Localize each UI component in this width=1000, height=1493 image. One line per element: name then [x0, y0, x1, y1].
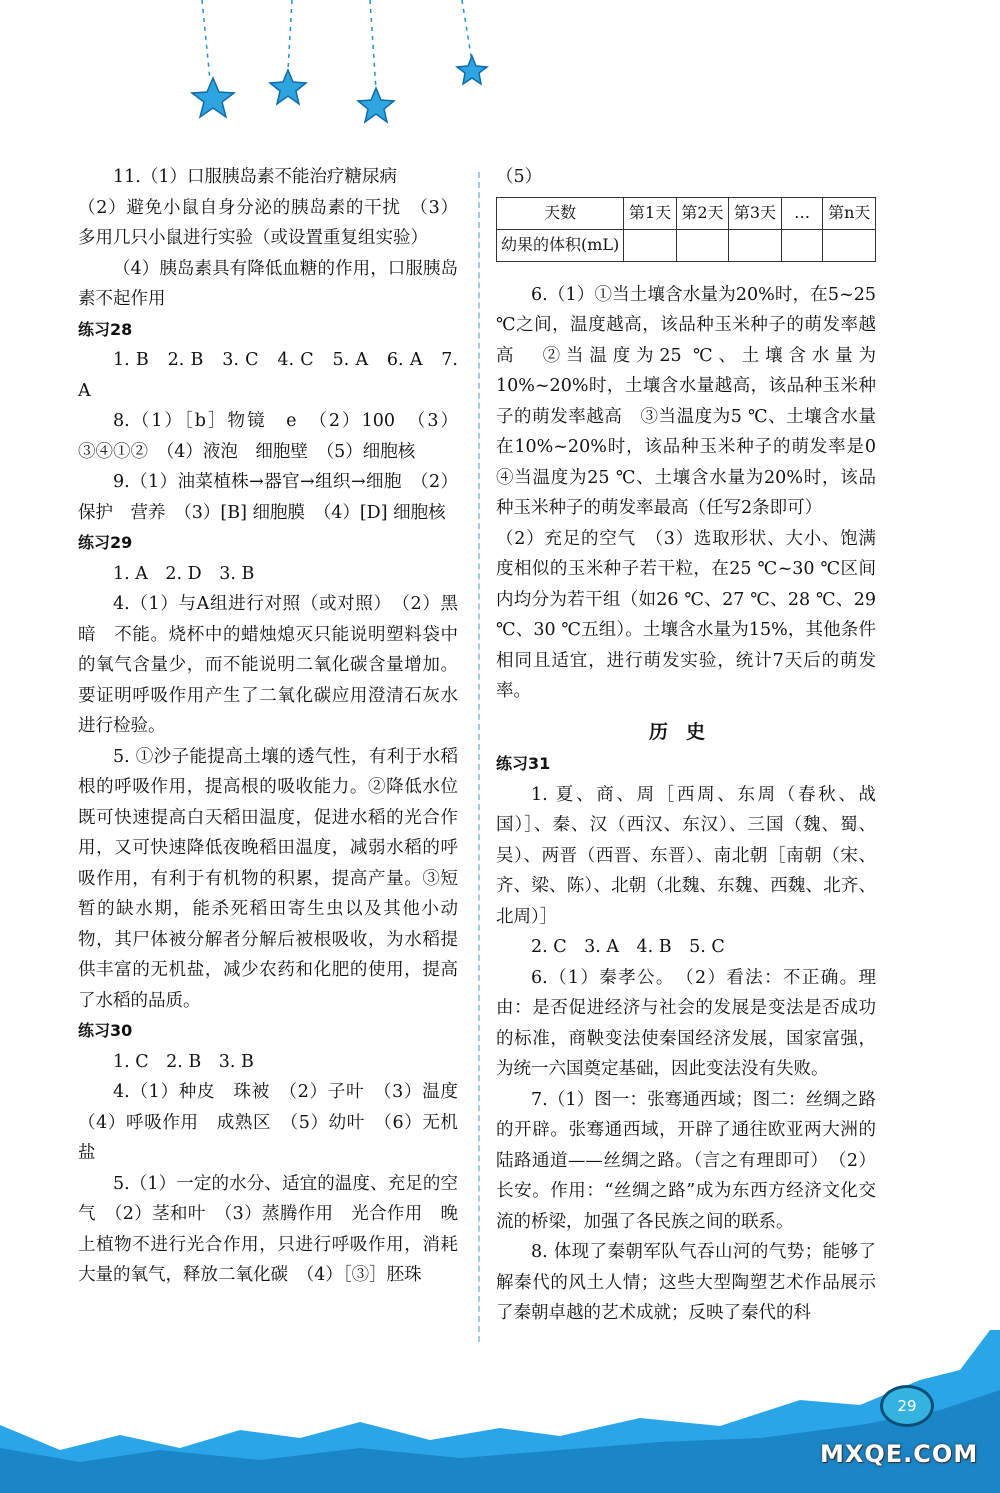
- table-cell: 第n天: [823, 197, 876, 229]
- answer-line: 8. 体现了秦朝军队气吞山河的气势；能够了解秦代的风土人情；这些大型陶塑艺术作品展示了秦朝卓越的艺术成就；反映了秦代的科: [496, 1242, 876, 1323]
- table-cell: 第1天: [624, 197, 676, 229]
- answer-line: 5. ①沙子能提高土壤的透气性，有利于水稻根的呼吸作用，提高根的吸收能力。②降低水位既可快速提高白天稻田温度，促进水稻的光合作用，又可快速降低夜晚稻田温度，减弱水稻的呼吸作用，有利于有机物的积累，提高产量。③短暂的缺水期，能杀死稻田寄生虫以及其他小动物，其尸体被分解者分解后被根吸收，为水稻提供丰富的无机盐，减少农药和化肥的使用，提高了水稻的品质。: [78, 746, 458, 1011]
- answer-line: 2. C 3. A 4. B 5. C: [531, 937, 725, 957]
- star-icon: [192, 78, 234, 117]
- q5-label: （5）: [496, 167, 543, 187]
- table-cell: 天数: [497, 197, 624, 229]
- table-cell: 第3天: [729, 197, 781, 229]
- hanging-stars-decoration: [180, 0, 500, 130]
- q6-part-2: （2）充足的空气 （3）选取形状、大小、饱满度相似的玉米种子若干粒，在25 ℃~30 ℃区间内均分为若干组（如26 ℃、27 ℃、28 ℃、29 ℃、30 ℃五组）。土壤含水量为15%，其他条件相同且适宜，进行萌发实验，统计7天后的萌发率。: [496, 528, 876, 701]
- exercise-30-heading: 练习30: [78, 1021, 133, 1040]
- answer-line: 7.（1）图一：张骞通西域；图二：丝绸之路的开辟。张骞通西域，开辟了通往欧亚两大洲的陆路通道——丝绸之路。（言之有理即可） （2）长安。作用：“丝绸之路”成为东西方经济文化交流的桥梁，加强了各民族之间的联系。: [496, 1089, 876, 1232]
- q11-line-3: （4）胰岛素具有降低血糖的作用，口服胰岛素不起作用: [78, 258, 458, 309]
- exercise-31-heading: 练习31: [496, 754, 551, 773]
- table-cell: [823, 229, 876, 261]
- table-cell: [676, 229, 728, 261]
- table-cell: 幼果的体积(mL): [497, 229, 624, 261]
- data-table: [496, 197, 876, 262]
- answer-line: 8.（1）［b］物镜 e （2）100 （3）③④①② （4）液泡 细胞壁 （5）细胞核: [78, 411, 458, 462]
- exercise-29-heading: 练习29: [78, 533, 133, 552]
- star-icon: [270, 70, 306, 104]
- right-column: [496, 162, 894, 1329]
- page-number: 29: [880, 1385, 934, 1427]
- answer-line: 4.（1）种皮 珠被 （2）子叶 （3）温度 （4）呼吸作用 成熟区 （5）幼叶 （6）无机盐: [78, 1082, 476, 1163]
- q11-line-1: 11.（1）口服胰岛素不能治疗糖尿病: [113, 167, 397, 187]
- table-cell: 第2天: [676, 197, 728, 229]
- answer-line: 1. B 2. B 3. C 4. C 5. A 6. A 7. A: [78, 350, 458, 401]
- answer-line: 1. C 2. B 3. B: [113, 1051, 254, 1072]
- table-cell: [781, 229, 823, 261]
- q11-line-2: （2）避免小鼠自身分泌的胰岛素的干扰 （3）多用几只小鼠进行实验（或设置重复组实验）: [78, 197, 458, 248]
- subject-title: 历史: [648, 720, 723, 743]
- exercise-28-heading: 练习28: [78, 319, 133, 339]
- bottom-wave-decoration: [0, 1330, 1000, 1493]
- answer-line: 1. A 2. D 3. B: [113, 563, 255, 584]
- left-column: [78, 162, 476, 1291]
- answer-line: 5.（1）一定的水分、适宜的温度、充足的空气 （2）茎和叶 （3）蒸腾作用 光合作用 晚上植物不进行光合作用，只进行呼吸作用，消耗大量的氧气，释放二氧化碳 （4）［③］胚珠: [78, 1173, 458, 1285]
- table-cell: …: [781, 197, 823, 229]
- star-icon: [457, 56, 487, 84]
- q6-part-1: 6.（1）①当土壤含水量为20%时，在5~25 ℃之间，温度越高，该品种玉米种子的萌发率越高 ②当温度为25 ℃、土壤含水量为10%~20%时，土壤含水量越高，该品种玉米种子的萌发率越高 ③当温度为5 ℃、土壤含水量在10%~20%时，该品种玉米种子的萌发率是0 ④当温度为25 ℃、土壤含水量为20%时，该品种玉米种子的萌发率最高（任写2条即可）: [496, 284, 894, 518]
- answer-line: 4.（1）与A组进行对照（或对照） （2）黑暗 不能。烧杯中的蜡烛熄灭只能说明塑料袋中的氧气含量少，而不能说明二氧化碳含量增加。要证明呼吸作用产生了二氧化碳应用澄清石灰水进行检验。: [78, 594, 458, 736]
- watermark-text: MXQE.COM: [820, 1440, 979, 1468]
- answer-line: 1. 夏、商、周［西周、东周（春秋、战国）］、秦、汉（西汉、东汉）、三国（魏、蜀、吴）、两晋（西晋、东晋）、南北朝［南朝（宋、齐、梁、陈）、北朝（北魏、东魏、西魏、北齐、北周）］: [496, 784, 876, 927]
- table-cell: [729, 229, 781, 261]
- table-header-row: [497, 197, 876, 229]
- table-cell: [624, 229, 676, 261]
- column-divider: [478, 172, 480, 1342]
- answer-line: 9.（1）油菜植株→器官→组织→细胞 （2）保护 营养 （3）[B] 细胞膜 （4）[D] 细胞核: [78, 472, 458, 523]
- answer-line: 6.（1）秦孝公。 （2）看法：不正确。理由：是否促进经济与社会的发展是变法是否成功的标准，商鞅变法使秦国经济发展，国家富强，为统一六国奠定基础，因此变法没有失败。: [496, 967, 876, 1079]
- star-icon: [358, 88, 394, 122]
- table-row: [497, 229, 876, 261]
